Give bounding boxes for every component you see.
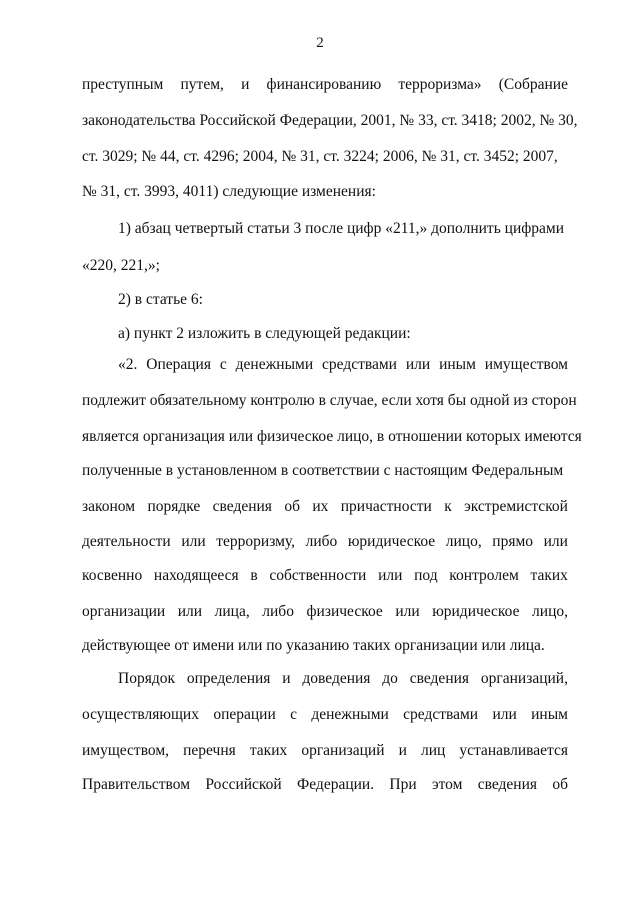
text-word: путем, (180, 76, 224, 93)
text-line (118, 219, 568, 239)
text-word: или (492, 706, 517, 723)
text-word: или (378, 567, 403, 584)
text-word: иным (531, 706, 568, 723)
text-word: и (282, 670, 291, 687)
text-word: Операция (146, 356, 211, 373)
text-line (118, 290, 568, 310)
text-word: лиц (420, 742, 446, 759)
text-word: или (543, 533, 568, 550)
text-line (82, 111, 578, 131)
text-word: подлежит обязательному контролю в случае, если хотя бы одной из сторон (82, 392, 577, 409)
text-word: собственности (269, 567, 367, 584)
text-word: причастности (340, 498, 432, 515)
text-line (82, 741, 568, 761)
text-word: с (290, 706, 297, 723)
text-word: определения (186, 670, 271, 687)
text-word: законодательства Российской Федерации, 2001, № 33, ст. 3418; 2002, № 30, (82, 112, 578, 129)
text-word: имуществом, (82, 742, 170, 759)
text-word: ст. 3029; № 44, ст. 4296; 2004, № 31, ст. 3224; 2006, № 31, ст. 3452; 2007, (82, 148, 558, 165)
text-word: осуществляющих (82, 706, 199, 723)
text-word: полученные в установленном в соответствии с настоящим Федеральным (82, 462, 564, 479)
text-word: или (405, 356, 431, 373)
text-word: косвенно (82, 567, 143, 584)
text-word: лица, (214, 603, 250, 620)
text-word: или (181, 533, 206, 550)
text-word: этом (431, 776, 463, 793)
text-line (82, 566, 568, 586)
text-word: под (414, 567, 438, 584)
text-word: с (219, 356, 227, 373)
text-line (82, 705, 568, 725)
text-word: «2. (118, 356, 138, 373)
text-word: физическое (306, 603, 383, 620)
text-word: об (552, 776, 568, 793)
text-word: лицо, (445, 533, 482, 550)
text-word: Порядок (118, 670, 175, 687)
text-word: «220, 221,»; (82, 257, 160, 274)
text-word: сведения (212, 498, 272, 515)
text-word: Правительством (82, 776, 191, 793)
text-word: перечня (183, 742, 236, 759)
text-word: организаций (301, 742, 385, 759)
text-word: и (241, 76, 250, 93)
text-word: При (389, 776, 417, 793)
text-word: к (444, 498, 452, 515)
text-line (82, 182, 568, 202)
text-word: иным (439, 356, 476, 373)
text-word: порядке (147, 498, 201, 515)
text-word: сведения (477, 776, 538, 793)
text-word: законом (82, 498, 136, 515)
text-word: юридическое (432, 603, 520, 620)
text-word: находящееся (153, 567, 239, 584)
text-word: в (250, 567, 258, 584)
text-line (82, 461, 568, 481)
text-word: их (312, 498, 329, 515)
text-word: 2) в статье 6: (118, 291, 203, 308)
text-word: экстремистской (464, 498, 568, 515)
text-line (82, 427, 582, 447)
text-word: (Собрание (498, 76, 568, 93)
text-word: Федерации. (297, 776, 375, 793)
text-line (82, 532, 568, 552)
text-word: либо (262, 603, 294, 620)
text-word: операции (213, 706, 276, 723)
text-word: об (284, 498, 300, 515)
text-word: организаций, (480, 670, 568, 687)
text-word: до (382, 670, 398, 687)
text-word: терроризма» (398, 76, 482, 93)
text-word: имуществом (484, 356, 568, 373)
text-word: Российской (205, 776, 282, 793)
text-line (82, 256, 568, 276)
text-line (82, 636, 568, 656)
text-word: юридическое (347, 533, 436, 550)
text-line (118, 669, 568, 689)
text-word: преступным (82, 76, 164, 93)
text-word: деятельности (82, 533, 171, 550)
text-line (118, 355, 568, 375)
text-word: сведения (409, 670, 470, 687)
text-word: контролем (449, 567, 519, 584)
text-word: организации (82, 603, 166, 620)
text-line (82, 391, 577, 411)
text-word: денежными (235, 356, 314, 373)
text-word: прямо (492, 533, 534, 550)
text-word: и (398, 742, 407, 759)
text-word: или (177, 603, 203, 620)
text-word: а) пункт 2 изложить в следующей редакции: (118, 325, 411, 342)
text-line (82, 775, 568, 795)
text-word: таких (249, 742, 288, 759)
text-word: или (395, 603, 420, 620)
page-number: 2 (316, 35, 324, 51)
text-word: таких (530, 567, 568, 584)
text-word: средствами (322, 356, 397, 373)
text-word: действующее от имени или по указанию таких организации или лица. (82, 637, 545, 654)
text-word: либо (305, 533, 338, 550)
text-word: денежными (311, 706, 389, 723)
text-line (82, 147, 568, 167)
text-word: лицо, (532, 603, 568, 620)
text-word: 1) абзац четвертый статьи 3 после цифр «211,» дополнить цифрами (118, 220, 565, 237)
text-word: устанавливается (459, 742, 568, 759)
text-line (82, 602, 568, 622)
text-word: терроризму, (216, 533, 295, 550)
text-line (82, 75, 568, 95)
text-word: финансированию (266, 76, 382, 93)
text-word: средствами (403, 706, 479, 723)
text-word: № 31, ст. 3993, 4011) следующие изменения: (82, 183, 376, 200)
text-line (82, 497, 568, 517)
text-line (118, 324, 568, 344)
text-word: является организация или физическое лицо, в отношении которых имеются (82, 428, 582, 445)
text-word: доведения (302, 670, 371, 687)
